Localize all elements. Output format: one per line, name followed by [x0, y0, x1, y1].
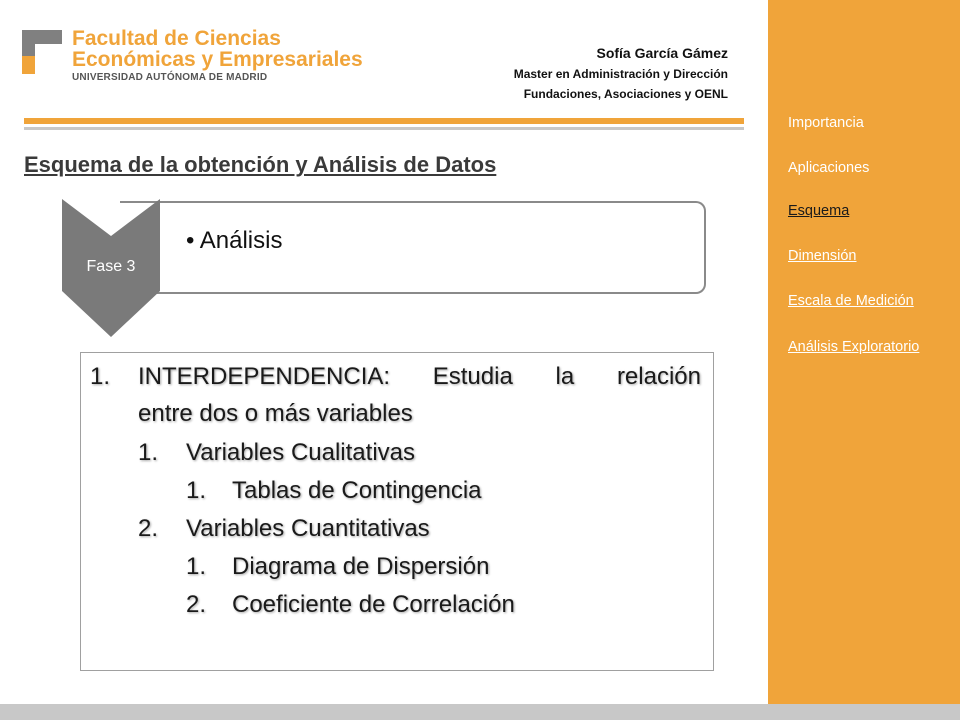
- footer-bar: [0, 704, 960, 720]
- sidebar-item-esquema[interactable]: Esquema: [788, 203, 850, 219]
- phase-bullet: • Análisis: [186, 227, 283, 254]
- sidebar-item-dimension[interactable]: Dimensión: [788, 248, 857, 264]
- sidebar-item-importancia[interactable]: Importancia: [788, 115, 864, 131]
- header-rule-gray: [24, 127, 744, 130]
- author-program: Master en Administración y Dirección: [513, 67, 728, 81]
- header-rule-orange: [24, 118, 744, 124]
- author-specialization: Fundaciones, Asociaciones y OENL: [523, 87, 728, 101]
- item-text: Diagrama de Dispersión: [232, 553, 490, 580]
- author-block: [514, 42, 728, 104]
- author-name: Sofía García Gámez: [596, 45, 728, 61]
- item-text: Variables Cualitativas: [186, 439, 415, 466]
- sidebar-item-escala-de-medicion[interactable]: Escala de Medición: [788, 293, 914, 309]
- page-title: Esquema de la obtención y Análisis de Datos: [24, 152, 497, 177]
- item-number: 1.: [90, 363, 111, 390]
- logo-line2: Económicas y Empresariales: [72, 48, 363, 71]
- sidebar-item-analisis-exploratorio[interactable]: Análisis Exploratorio: [788, 339, 920, 355]
- item-number: 1.: [186, 553, 207, 580]
- sidebar-item-aplicaciones[interactable]: Aplicaciones: [788, 160, 870, 176]
- item-text: Coeficiente de Correlación: [232, 591, 515, 618]
- logo-line3: UNIVERSIDAD AUTÓNOMA DE MADRID: [72, 72, 268, 83]
- sidebar-nav: [768, 0, 960, 704]
- item-number: 1.: [186, 477, 207, 504]
- item-text: Tablas de Contingencia: [232, 477, 482, 504]
- logo-mark: [22, 30, 62, 74]
- phase-label: Fase 3: [86, 258, 136, 275]
- logo-line1: Facultad de Ciencias: [72, 27, 281, 50]
- item-number: 2.: [138, 515, 159, 542]
- item-number: 2.: [186, 591, 207, 618]
- item-text: Variables Cuantitativas: [186, 515, 430, 542]
- item-number: 1.: [138, 439, 159, 466]
- list-item-continuation: entre dos o más variables: [138, 400, 413, 427]
- item-text: INTERDEPENDENCIA: Estudia la relación: [138, 363, 701, 390]
